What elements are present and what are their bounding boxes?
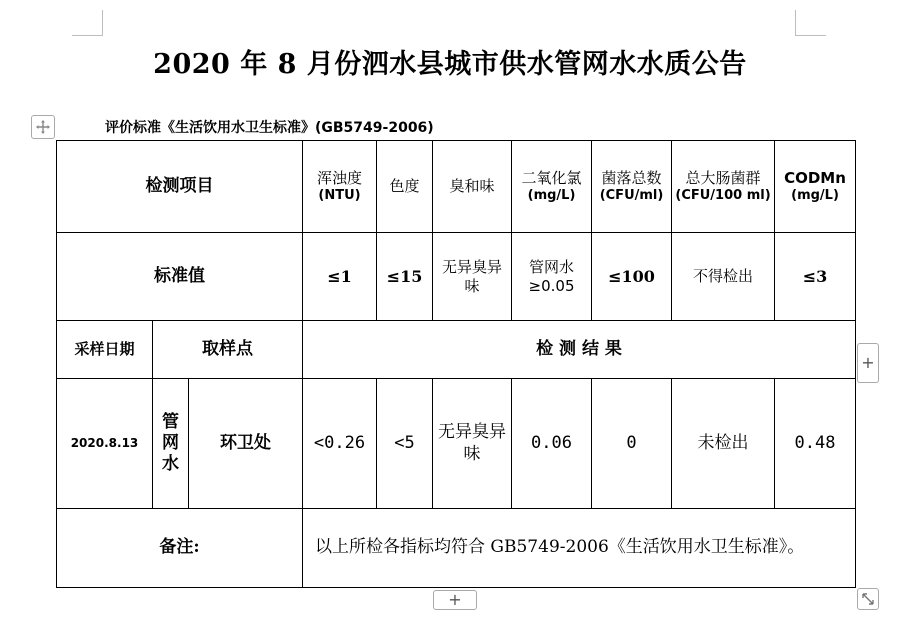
sampling-date-label: 采样日期 [57,321,153,379]
standard-value: 不得检出 [672,233,775,321]
result-value: <0.26 [303,379,377,509]
header-total-coliforms [672,141,775,233]
header-odor-taste [433,141,512,233]
add-column-button[interactable]: + [857,343,879,383]
header-color [377,141,433,233]
result-value: 0.06 [512,379,592,509]
header-unit: (mg/L) [527,187,576,203]
header-name: CODMn [784,169,846,187]
add-row-button[interactable]: + [433,590,477,610]
header-unit: (mg/L) [791,187,839,203]
header-name: 总大肠菌群 [685,169,761,187]
standard-value: 管网水≥0.05 [512,233,592,321]
sample-type-char: 管 [162,411,179,432]
header-chlorine-dioxide [512,141,592,233]
header-unit: (CFU/ml) [599,187,664,203]
header-name: 浑浊度 [317,169,363,187]
header-unit: (CFU/100 ml) [675,187,771,203]
sample-type-char: 水 [162,454,179,475]
remark-row [57,509,856,588]
move-icon [35,119,51,135]
sample-type-char: 网 [162,432,179,453]
header-name: 菌落总数 [601,169,662,187]
sample-row [57,379,856,509]
header-total-bacteria [592,141,672,233]
result-value: 0 [592,379,672,509]
table-resize-handle[interactable] [857,588,879,610]
results-header-row [57,321,856,379]
standard-value: ≤3 [775,233,856,321]
standard-label-cell: 标准值 [57,233,303,321]
result-value: 无异臭异味 [433,379,512,509]
result-value: <5 [377,379,433,509]
page-corner-mark-top-right [795,10,826,36]
remark-text: 以上所检各指标均符合 GB5749-2006《生活饮用水卫生标准》。 [303,509,856,588]
page-corner-mark-top-left [72,10,103,36]
standard-value: ≤100 [592,233,672,321]
remark-label: 备注: [57,509,303,588]
header-unit: (NTU) [318,187,361,203]
header-turbidity [303,141,377,233]
sample-type [153,379,189,509]
standard-value: ≤15 [377,233,433,321]
header-name: 二氧化氯 [521,169,582,187]
resize-icon [861,592,875,606]
standard-value: 无异臭异味 [433,233,512,321]
result-value: 0.48 [775,379,856,509]
results-label: 检 测 结 果 [303,321,856,379]
item-label-cell: 检测项目 [57,141,303,233]
header-name: 臭和味 [449,177,495,196]
header-codmn [775,141,856,233]
evaluation-standard-label: 评价标准《生活饮用水卫生标准》(GB5749-2006) [105,120,434,136]
header-name: 色度 [389,177,420,196]
sampling-point-label: 取样点 [153,321,303,379]
header-row [57,141,856,233]
standard-row [57,233,856,321]
result-value: 未检出 [672,379,775,509]
sample-point: 环卫处 [189,379,303,509]
table-move-handle[interactable] [31,115,55,139]
page-title: 2020 年 8 月份泗水县城市供水管网水水质公告 [153,49,747,80]
standard-value: ≤1 [303,233,377,321]
water-quality-table [56,140,856,588]
sample-date: 2020.8.13 [57,379,153,509]
